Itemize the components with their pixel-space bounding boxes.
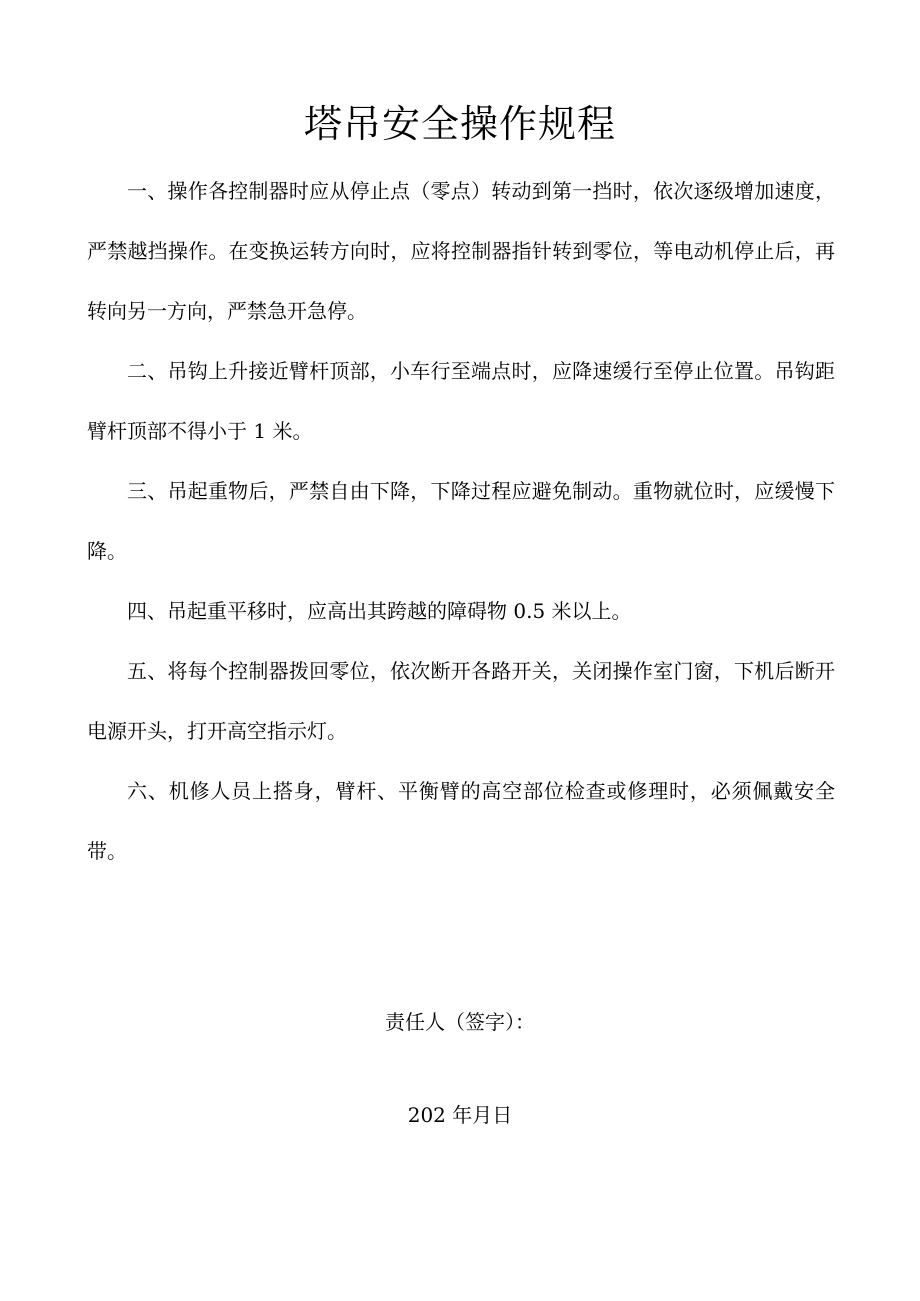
paragraph-6: 六、机修人员上搭身，臂杆、平衡臂的高空部位检查或修理时，必须佩戴安全带。 xyxy=(87,779,835,863)
paragraph-5: 五、将每个控制器拨回零位，依次断开各路开关，关闭操作室门窗，下机后断开电源开头，打开高空指示灯。 xyxy=(87,659,835,743)
paragraph-3: 三、吊起重物后，严禁自由下降，下降过程应避免制动。重物就位时，应缓慢下降。 xyxy=(87,479,835,563)
paragraph-2: 二、吊钩上升接近臂杆顶部，小车行至端点时，应降速缓行至停止位置。吊钩距臂杆顶部不得小于 1 米。 xyxy=(87,359,835,443)
paragraph-1: 一、操作各控制器时应从停止点（零点）转动到第一挡时，依次逐级增加速度，严禁越挡操作。在变换运转方向时，应将控制器指针转到零位，等电动机停止后，再转向另一方向，严禁急开急停。 xyxy=(87,179,835,323)
paragraph-4: 四、吊起重平移时，应高出其跨越的障碍物 0.5 米以上。 xyxy=(127,599,632,623)
signature-line: 责任人（签字）： xyxy=(385,1010,535,1034)
document-body xyxy=(87,161,835,881)
document-title: 塔吊安全操作规程 xyxy=(303,102,616,146)
date-line: 202 年月日 xyxy=(407,1103,513,1127)
